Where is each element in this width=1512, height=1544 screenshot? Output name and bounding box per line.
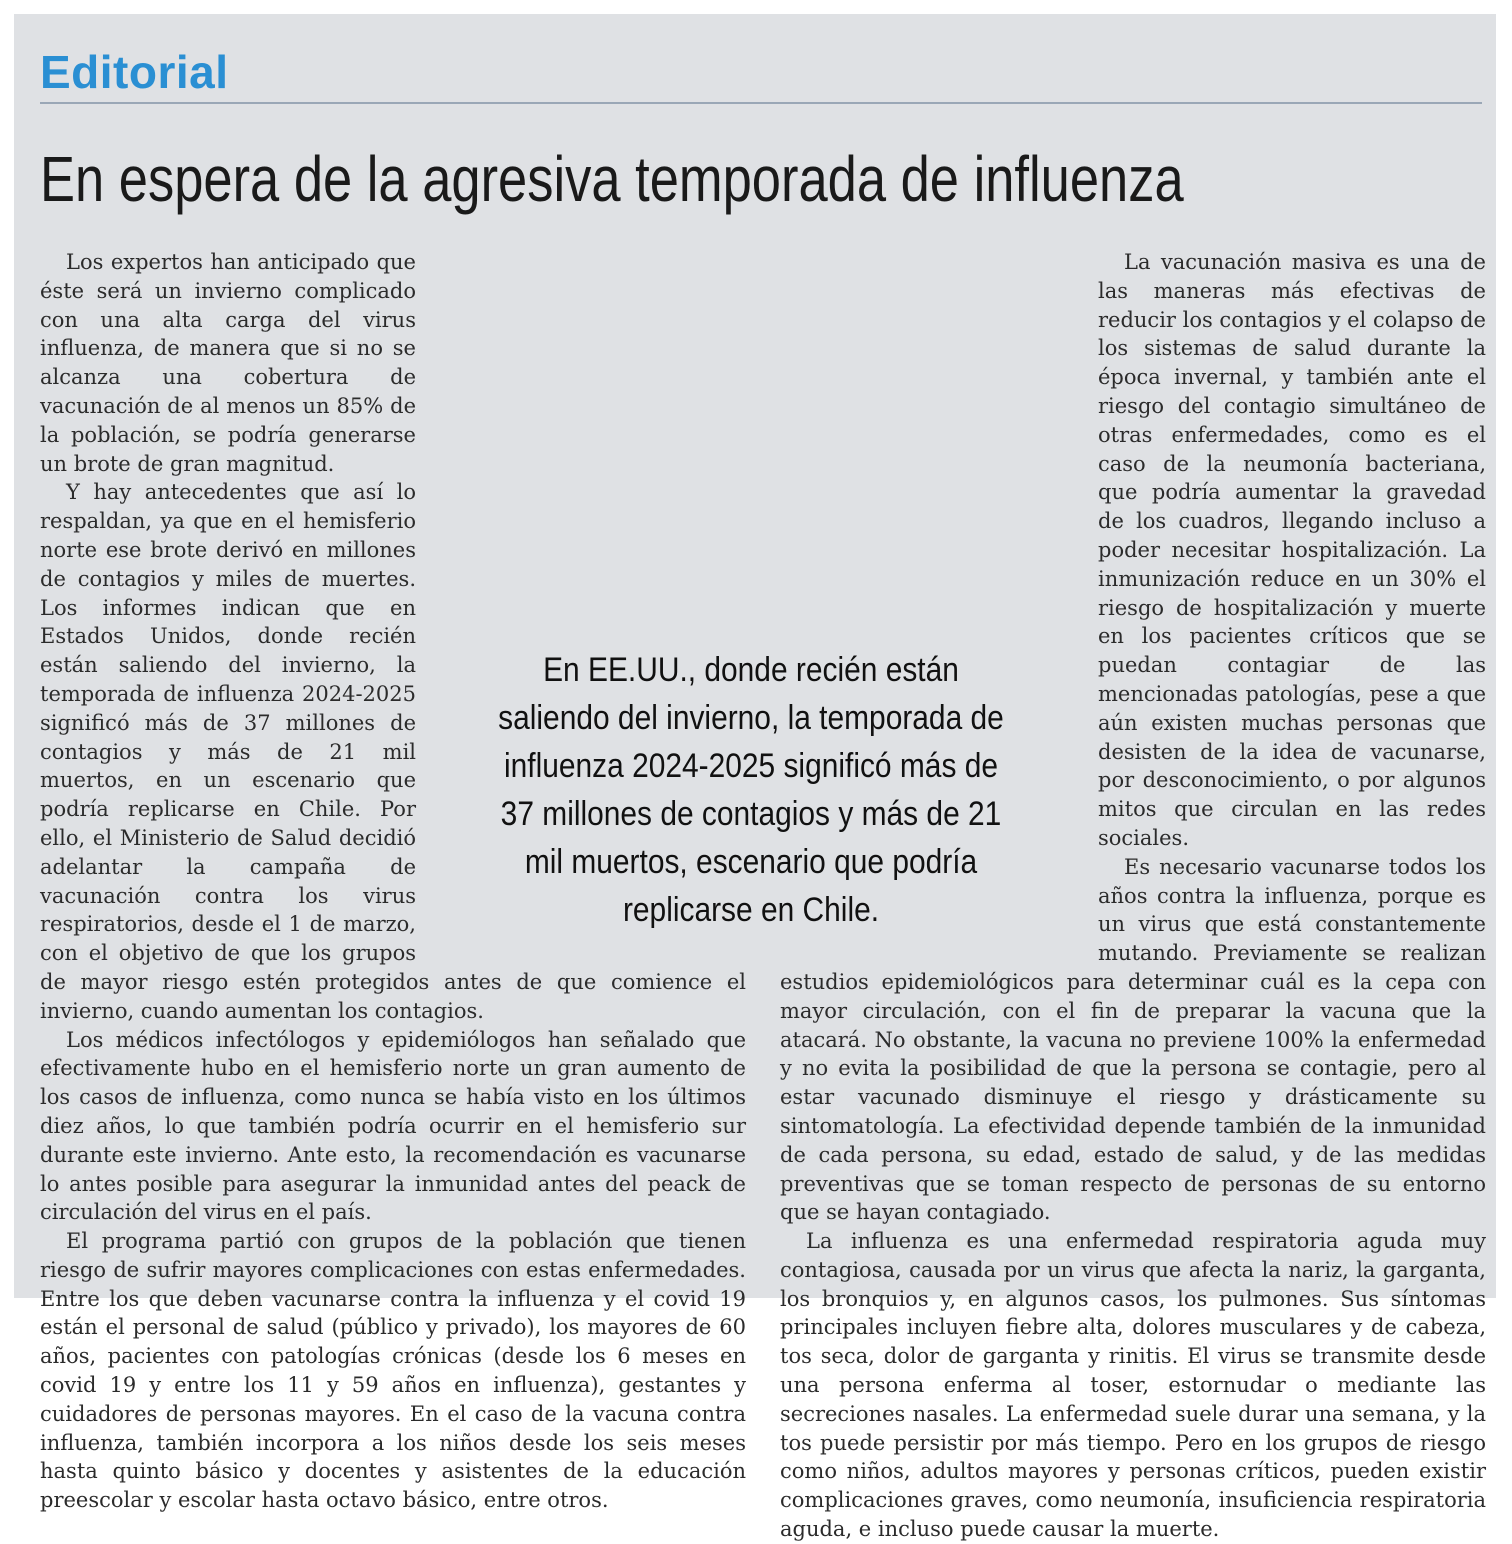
headline: En espera de la agresiva temporada de influenza <box>40 143 1184 215</box>
pull-quote: En EE.UU., donde recién están saliendo del invierno, la temporada de influenza 2024-2025 significó más de 37 millones de contagios y más de 21 mil muertos, escenario que podría replicarse en Chile. <box>498 651 1004 929</box>
editorial-page <box>14 14 1496 1542</box>
paragraph: Los médicos infectólogos y epidemiólogos han señalado que efectivamente hubo en el hemisferio norte un gran aumento de los casos de influenza, como nunca se había visto en los últimos diez años, lo que también podría ocurrir en el hemisferio sur durante este invierno. Ante esto, la recomendación es vacunarse lo antes posible para asegurar la inmunidad antes del peack de circulación del virus en el país. <box>40 1027 746 1225</box>
paragraph: Es necesario vacunarse todos los años contra la influenza, porque es un virus que está constantemente mutando. Previamente se realizan estudios epidemiológicos para determinar cuál es la cepa con mayor circulación, con el fin de preparar la vacuna que la atacará. No obstante, la vacuna no previene 100% la enfermedad y no evita la posibilidad de que la persona se contagie, pero al estar vacunado disminuye el riesgo y drásticamente su sintomatología. La efectividad depende también de la inmunidad de cada persona, su edad, estado de salud, y de las medidas preventivas que se toman respecto de personas de su entorno que se hayan contagiado. <box>780 854 1486 1225</box>
paragraph: Y hay antecedentes que así lo respaldan, ya que en el hemisferio norte ese brote derivó en millones de contagios y miles de muertes. Los informes indican que en Estados Unidos, donde recién están saliendo del invierno, la temporada de influenza 2024-2025 significó más de 37 millones de contagios y más de 21 mil muertos, en un escenario que podría replicarse en Chile. Por ello, el Ministerio de Salud decidió adelantar la campaña de vacunación contra los virus respiratorios, desde el 1 de marzo, con el objetivo de que los grupos de mayor riesgo estén protegidos antes de que comience el invierno, cuando aumentan los contagios. <box>40 480 746 1023</box>
paragraph: La influenza es una enfermedad respiratoria aguda muy contagiosa, causada por un virus que afecta la nariz, la garganta, los bronquios y, en algunos casos, los pulmones. Sus síntomas principales incluyen fiebre alta, dolores musculares y de cabeza, tos seca, dolor de garganta y rinitis. El virus se transmite desde una persona enferma al toser, estornudar o mediante las secreciones nasales. La enfermedad suele durar una semana, y la tos puede persistir por más tiempo. Pero en los grupos de riesgo como niños, adultos mayores y personas críticos, pueden existir complicaciones graves, como neumonía, insuficiencia respiratoria aguda, e incluso puede causar la muerte. <box>780 1229 1486 1542</box>
section-label: Editorial <box>40 46 229 98</box>
paragraph: El programa partió con grupos de la población que tienen riesgo de sufrir mayores complicaciones con estas enfermedades. Entre los que deben vacunarse contra la influenza y el covid 19 están el personal de salud (público y privado), los mayores de 60 años, pacientes con patologías crónicas (desde los 6 meses en covid 19 y entre los 11 y 59 años en influenza), gestantes y cuidadores de personas mayores. En el caso de la vacuna contra influenza, también incorpora a los niños desde los seis meses hasta quinto básico y docentes y asistentes de la educación preescolar y escolar hasta octavo básico, entre otros. <box>40 1229 746 1513</box>
paragraph: La vacunación masiva es una de las maneras más efectivas de reducir los contagios y el colapso de los sistemas de salud durante la época invernal, y también ante el riesgo del contagio simultáneo de otras enfermedades, como es el caso de la neumonía bacteriana, que podría aumentar la gravedad de los cuadros, llegando incluso a poder necesitar hospitalización. La inmunización reduce en un 30% el riesgo de hospitalización y muerte en los pacientes críticos que se puedan contagiar de las mencionadas patologías, pese a que aún existen muchas personas que desisten de la idea de vacunarse, por desconocimiento, o por algunos mitos que circulan en las redes sociales. <box>1098 250 1486 850</box>
section-rule <box>40 102 1482 104</box>
paragraph: Los expertos han anticipado que éste será un invierno complicado con una alta carga del virus influenza, de manera que si no se alcanza una cobertura de vacunación de al menos un 85% de la población, se podría generarse un brote de gran magnitud. <box>40 250 416 476</box>
